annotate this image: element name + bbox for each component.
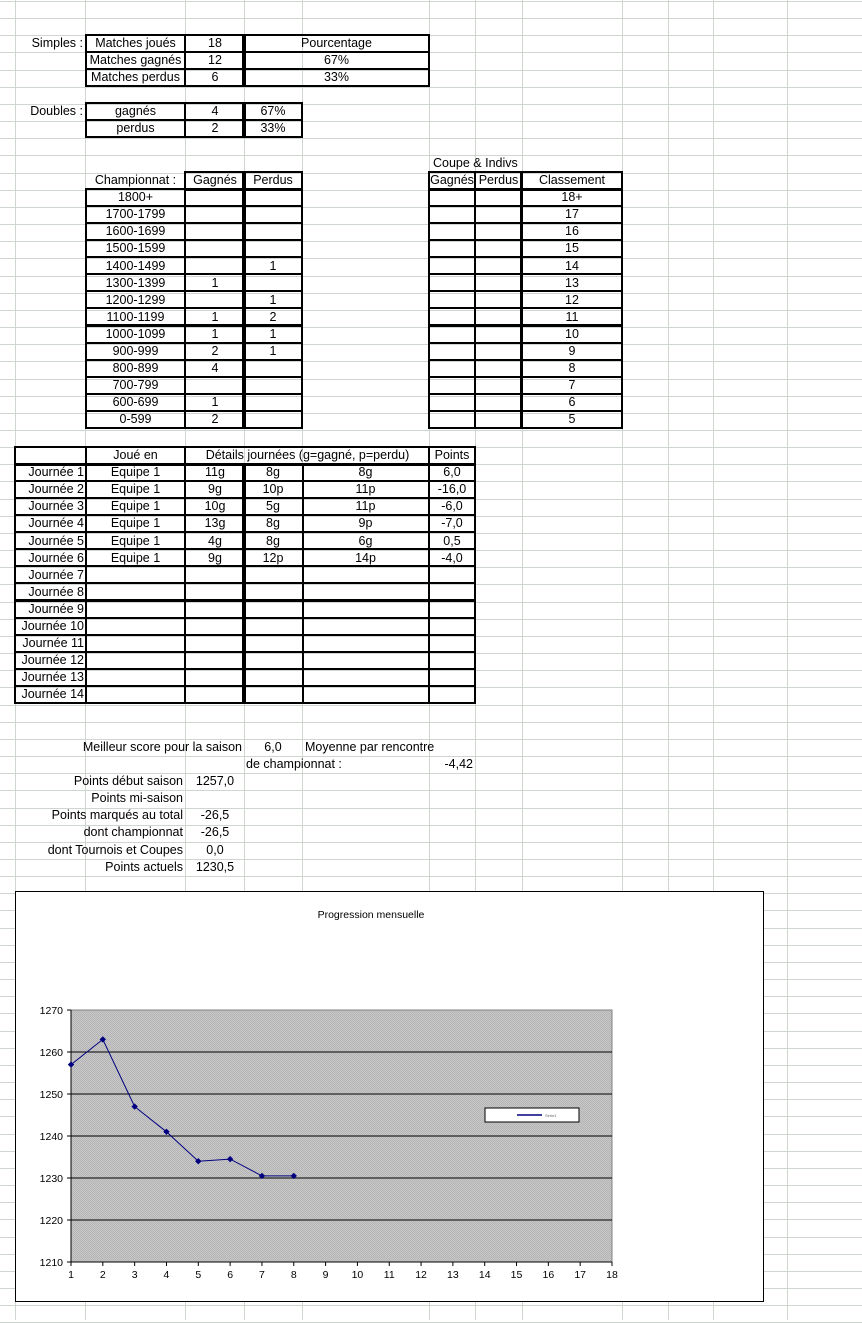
x-tick-label: 8: [290, 1269, 297, 1281]
cell-border: [428, 410, 476, 429]
championnat-gagnes[interactable]: 1: [211, 275, 219, 290]
summary-value[interactable]: -26,5: [200, 825, 230, 840]
coupe-header-perdus[interactable]: Perdus: [478, 173, 519, 188]
chart-title: Progression mensuelle: [317, 909, 425, 921]
simples-row-pct[interactable]: Pourcentage: [301, 36, 372, 51]
championnat-header-perdus[interactable]: Perdus: [253, 173, 293, 188]
doubles-row-value[interactable]: 4: [211, 104, 219, 119]
x-tick-label: 4: [163, 1269, 170, 1281]
cell-border: [474, 410, 523, 429]
coupe-classement[interactable]: 10: [565, 326, 579, 341]
summary-label[interactable]: dont championnat: [83, 825, 183, 840]
simples-row-pct[interactable]: 67%: [323, 53, 350, 68]
x-tick-label: 15: [510, 1269, 523, 1281]
x-tick-label: 2: [99, 1269, 106, 1281]
championnat-range[interactable]: 1400-1499: [105, 258, 166, 273]
summary-value[interactable]: [186, 790, 244, 807]
journee-detail-2[interactable]: 8g: [266, 516, 280, 531]
championnat-header-label[interactable]: Championnat :: [94, 173, 177, 188]
doubles-row-value[interactable]: 2: [211, 121, 219, 136]
gridline-horizontal: [0, 18, 862, 19]
journee-detail-1[interactable]: 9g: [208, 550, 222, 565]
journee-detail-1[interactable]: 10g: [204, 499, 226, 514]
meilleur-score-label[interactable]: Meilleur score pour la saison: [82, 740, 242, 755]
coupe-header-gagnes[interactable]: Gagnés: [430, 173, 474, 188]
championnat-perdus[interactable]: 1: [269, 326, 277, 341]
simples-row-value[interactable]: 18: [208, 36, 222, 51]
journees-header-details[interactable]: Détails journées (g=gagné, p=perdu): [205, 448, 410, 463]
coupe-classement[interactable]: 17: [565, 207, 579, 222]
cell-border: [242, 119, 303, 138]
summary-label[interactable]: Points marqués au total: [51, 808, 183, 823]
x-tick-label: 16: [542, 1269, 555, 1281]
championnat-gagnes[interactable]: 4: [211, 360, 219, 375]
championnat-range[interactable]: 800-899: [112, 360, 159, 375]
cell-border: [242, 410, 303, 429]
journee-equipe[interactable]: Equipe 1: [110, 499, 161, 514]
meilleur-score-value[interactable]: 6,0: [264, 740, 282, 755]
championnat-header-gagnes[interactable]: Gagnés: [193, 173, 237, 188]
journee-detail-3[interactable]: 9p: [358, 516, 373, 531]
journee-detail-2[interactable]: 10p: [262, 482, 284, 497]
coupe-classement[interactable]: 5: [568, 412, 576, 427]
journee-detail-3[interactable]: 14p: [355, 550, 376, 565]
x-tick-label: 13: [447, 1269, 459, 1281]
x-tick-label: 18: [606, 1269, 618, 1281]
x-tick-label: 7: [259, 1269, 265, 1281]
cell-border: [85, 307, 186, 326]
x-tick-label: 6: [227, 1269, 234, 1281]
chart-svg: [16, 892, 765, 1303]
championnat-range[interactable]: 1000-1099: [105, 326, 166, 341]
coupe-classement[interactable]: 13: [565, 275, 579, 290]
journee-detail-1[interactable]: 9g: [208, 482, 222, 497]
x-tick-label: 14: [478, 1269, 491, 1281]
journee-label[interactable]: Journée 11: [22, 635, 84, 650]
journee-detail-2[interactable]: 5g: [266, 499, 280, 514]
cell-border: [14, 685, 87, 704]
doubles-label: Doubles :: [30, 104, 83, 119]
journee-label[interactable]: Journée 12: [21, 653, 84, 668]
moyenne-value[interactable]: -4,42: [444, 757, 473, 772]
cell-border: [85, 685, 186, 704]
championnat-range[interactable]: 1100-1199: [106, 309, 165, 324]
cell-border: [85, 582, 186, 601]
journee-points[interactable]: -4,0: [441, 550, 463, 565]
gridline-vertical: [787, 0, 788, 1320]
championnat-range[interactable]: 600-699: [112, 395, 159, 410]
chart-plot-area: [40, 1005, 618, 1281]
championnat-perdus[interactable]: 2: [269, 309, 277, 324]
summary-value[interactable]: -26,5: [200, 808, 230, 823]
journee-points[interactable]: 0,5: [443, 533, 461, 548]
gridline-horizontal: [0, 705, 862, 706]
championnat-range[interactable]: 900-999: [112, 343, 159, 358]
coupe-classement[interactable]: 16: [565, 224, 579, 239]
y-tick-label: 1230: [39, 1173, 63, 1185]
championnat-range[interactable]: 700-799: [112, 378, 159, 393]
cell-border: [520, 410, 623, 429]
cell-border: [85, 410, 186, 429]
journee-detail-1[interactable]: 4g: [208, 533, 222, 548]
championnat-range[interactable]: 1800+: [117, 190, 154, 205]
championnat-gagnes[interactable]: 1: [211, 395, 219, 410]
y-tick-label: 1260: [39, 1047, 63, 1059]
coupe-classement[interactable]: 14: [565, 258, 579, 273]
doubles-row-pct[interactable]: 67%: [260, 104, 286, 119]
journee-equipe[interactable]: Equipe 1: [110, 533, 161, 548]
x-tick-label: 17: [574, 1269, 587, 1281]
x-tick-label: 9: [322, 1269, 329, 1281]
championnat-gagnes[interactable]: 1: [211, 309, 219, 324]
journee-detail-1[interactable]: 13g: [204, 516, 226, 531]
cell-border: [184, 307, 246, 326]
championnat-range[interactable]: 1200-1299: [105, 292, 166, 307]
simples-label: Simples :: [31, 36, 83, 51]
journee-detail-1[interactable]: 11g: [205, 465, 225, 480]
journee-points[interactable]: -6,0: [441, 499, 463, 514]
championnat-gagnes[interactable]: 2: [211, 412, 219, 427]
cell-border: [184, 410, 246, 429]
journee-equipe[interactable]: Equipe 1: [110, 465, 161, 480]
coupe-classement[interactable]: 9: [568, 343, 576, 358]
simples-row-label[interactable]: Matches gagnés: [89, 53, 182, 68]
cell-border: [85, 119, 186, 138]
coupe-header-classement[interactable]: Classement: [539, 173, 605, 188]
journee-label[interactable]: Journée 7: [28, 567, 84, 582]
cell-border: [85, 68, 186, 87]
journee-label[interactable]: Journée 2: [28, 482, 84, 497]
coupe-classement[interactable]: 7: [568, 378, 576, 393]
x-tick-label: 12: [415, 1269, 427, 1281]
coupe-classement[interactable]: 11: [565, 309, 579, 324]
simples-row-value[interactable]: 12: [208, 53, 222, 68]
summary-label[interactable]: Points actuels: [105, 859, 183, 874]
championnat-range[interactable]: 0-599: [119, 412, 152, 427]
gridline-horizontal: [0, 1305, 862, 1306]
journee-detail-3[interactable]: 8g: [358, 465, 373, 480]
summary-value[interactable]: 1257,0: [195, 774, 235, 789]
cell-border: [184, 68, 246, 87]
journee-label[interactable]: Journée 5: [28, 533, 84, 548]
y-tick-label: 1220: [39, 1215, 63, 1227]
x-tick-label: 10: [351, 1269, 364, 1281]
cell-border: [474, 307, 523, 326]
journee-detail-2[interactable]: 8g: [266, 533, 280, 548]
journee-detail-3[interactable]: 11p: [355, 482, 376, 497]
gridline-horizontal: [0, 876, 862, 877]
journee-detail-2[interactable]: 12p: [262, 550, 284, 565]
journee-label[interactable]: Journée 3: [28, 499, 84, 514]
summary-label[interactable]: dont Tournois et Coupes: [47, 842, 183, 857]
cell-border: [14, 582, 87, 601]
journee-points[interactable]: -7,0: [441, 516, 463, 531]
journee-equipe[interactable]: Equipe 1: [110, 516, 161, 531]
summary-label[interactable]: Points mi-saison: [91, 791, 183, 806]
journee-equipe[interactable]: Equipe 1: [110, 482, 161, 497]
cell-border: [242, 582, 304, 601]
journee-detail-3[interactable]: 6g: [358, 533, 373, 548]
championnat-gagnes[interactable]: 1: [211, 326, 219, 341]
gridline-horizontal: [0, 1, 862, 2]
journee-label[interactable]: Journée 4: [28, 516, 84, 531]
coupe-classement[interactable]: 8: [568, 360, 576, 375]
cell-border: [242, 68, 430, 87]
legend-label: Série1: [545, 1113, 557, 1118]
moyenne-label-line1[interactable]: Moyenne par rencontre: [305, 740, 435, 755]
summary-value[interactable]: 1230,5: [195, 859, 235, 874]
journee-label[interactable]: Journée 10: [21, 618, 84, 633]
gridline-horizontal: [0, 430, 862, 431]
y-tick-label: 1250: [39, 1089, 63, 1101]
championnat-perdus[interactable]: 1: [269, 343, 277, 358]
championnat-gagnes[interactable]: 2: [211, 343, 219, 358]
cell-border: [242, 307, 303, 326]
doubles-row-pct[interactable]: 33%: [260, 121, 286, 136]
championnat-perdus[interactable]: 1: [269, 258, 277, 273]
coupe-classement[interactable]: 12: [565, 292, 579, 307]
cell-border: [184, 119, 246, 138]
gridline-horizontal: [0, 87, 862, 88]
x-tick-label: 11: [383, 1269, 395, 1281]
championnat-range[interactable]: 1300-1399: [105, 275, 166, 290]
coupe-title[interactable]: Coupe & Indivs: [433, 156, 518, 171]
x-tick-label: 1: [68, 1269, 74, 1281]
doubles-row-label[interactable]: gagnés: [114, 104, 156, 119]
summary-value[interactable]: 0,0: [206, 842, 224, 857]
journees-header-points[interactable]: Points: [434, 448, 470, 463]
journee-label[interactable]: Journée 8: [28, 584, 84, 599]
gridline-horizontal: [0, 722, 862, 723]
championnat-range[interactable]: 1700-1799: [105, 207, 166, 222]
coupe-classement[interactable]: 15: [565, 241, 579, 256]
x-tick-label: 3: [131, 1269, 138, 1281]
journee-equipe[interactable]: Equipe 1: [110, 550, 161, 565]
journee-label[interactable]: Journée 1: [28, 465, 84, 480]
cell-border: [302, 685, 430, 704]
cell-border: [184, 582, 246, 601]
cell-border: [428, 685, 476, 704]
cell-border: [184, 685, 246, 704]
championnat-range[interactable]: 1500-1599: [105, 241, 166, 256]
journee-points[interactable]: -16,0: [437, 482, 467, 497]
simples-row-value[interactable]: 6: [211, 70, 219, 85]
championnat-perdus[interactable]: 1: [269, 292, 277, 307]
simples-row-label[interactable]: Matches perdus: [91, 70, 180, 85]
journees-header-joue-en[interactable]: Joué en: [113, 448, 158, 463]
doubles-row-label[interactable]: perdus: [116, 121, 155, 136]
y-tick-label: 1240: [39, 1131, 63, 1143]
moyenne-label-line2[interactable]: de championnat :: [246, 757, 342, 772]
journee-detail-3[interactable]: 11p: [355, 499, 376, 514]
simples-row-label[interactable]: Matches joués: [95, 36, 176, 51]
chart-progression-mensuelle[interactable]: [15, 891, 764, 1302]
coupe-classement[interactable]: 6: [568, 395, 576, 410]
journee-label[interactable]: Journée 14: [21, 687, 84, 702]
y-tick-label: 1210: [39, 1257, 63, 1269]
gridline-horizontal: [0, 138, 862, 139]
journee-label[interactable]: Journée 6: [28, 550, 84, 565]
journee-label[interactable]: Journée 9: [28, 601, 84, 616]
cell-border: [242, 685, 304, 704]
cell-border: [428, 582, 476, 601]
simples-row-pct[interactable]: 33%: [323, 70, 350, 85]
cell-border: [520, 307, 623, 326]
journee-points[interactable]: 6,0: [443, 465, 461, 480]
cell-border: [302, 582, 430, 601]
y-tick-label: 1270: [39, 1005, 63, 1017]
summary-label[interactable]: Points début saison: [73, 774, 183, 789]
journee-detail-2[interactable]: 8g: [266, 465, 280, 480]
journee-label[interactable]: Journée 13: [21, 670, 84, 685]
x-tick-label: 5: [195, 1269, 202, 1281]
championnat-range[interactable]: 1600-1699: [105, 224, 166, 239]
coupe-classement[interactable]: 18+: [561, 190, 583, 205]
cell-border: [428, 307, 476, 326]
